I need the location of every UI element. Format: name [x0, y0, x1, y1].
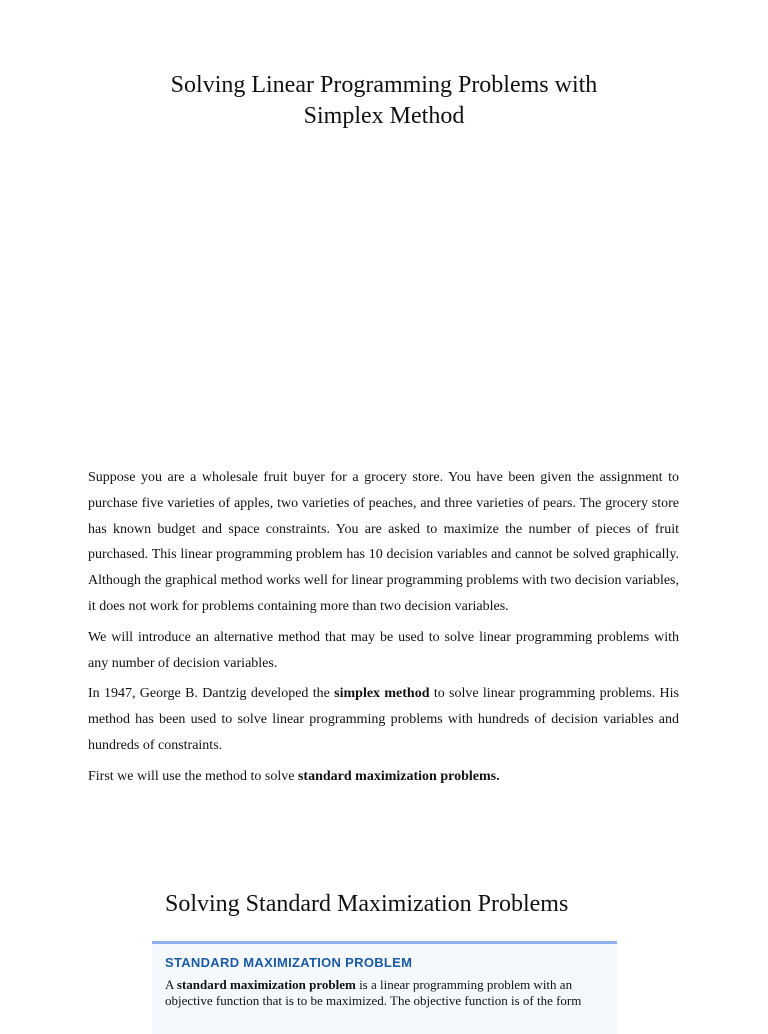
- intro-body: [88, 465, 679, 795]
- paragraph-4: [88, 764, 679, 790]
- title-line-1: Solving Linear Programming Problems with: [170, 72, 598, 98]
- document-title: [0, 70, 768, 132]
- definition-box: [152, 941, 617, 1034]
- definition-text-end: is a linear programming problem with an objective function that is to be maximized. The objective function is of the form: [165, 977, 582, 1008]
- paragraph-3-text-end: to solve linear programming problems. His method has been used to solve linear programming problems with hundreds of decision variables and hundreds of constraints.: [88, 686, 680, 753]
- simplex-method-term: simplex method: [334, 686, 430, 702]
- paragraph-4-text: First we will use the method to solve: [88, 768, 298, 784]
- paragraph-1: Suppose you are a wholesale fruit buyer for a grocery store. You have been given the assignment to purchase five varieties of apples, two varieties of peaches, and three varieties of pears. The grocery store has known budget and space constraints. You are asked to maximize the number of pieces of fruit purchased. This linear programming problem has 10 decision variables and cannot be solved graphically. Although the graphical method works well for linear programming problems with two decision variables, it does not work for problems containing more than two decision variables.: [88, 470, 679, 614]
- title-line-2: Simplex Method: [303, 103, 465, 129]
- definition-text-start: A: [165, 977, 177, 992]
- definition-heading: STANDARD MAXIMIZATION PROBLEM: [165, 955, 413, 970]
- section-heading: Solving Standard Maximization Problems: [165, 891, 569, 917]
- definition-text: [165, 977, 604, 1009]
- standard-maximization-term: standard maximization problems.: [297, 768, 500, 784]
- paragraph-2: We will introduce an alternative method that may be used to solve linear programming problems with any number of decision variables.: [88, 629, 679, 671]
- definition-term: standard maximization problem: [176, 977, 356, 992]
- paragraph-3: [88, 681, 679, 758]
- paragraph-3-text-start: In 1947, George B. Dantzig developed the: [88, 686, 335, 702]
